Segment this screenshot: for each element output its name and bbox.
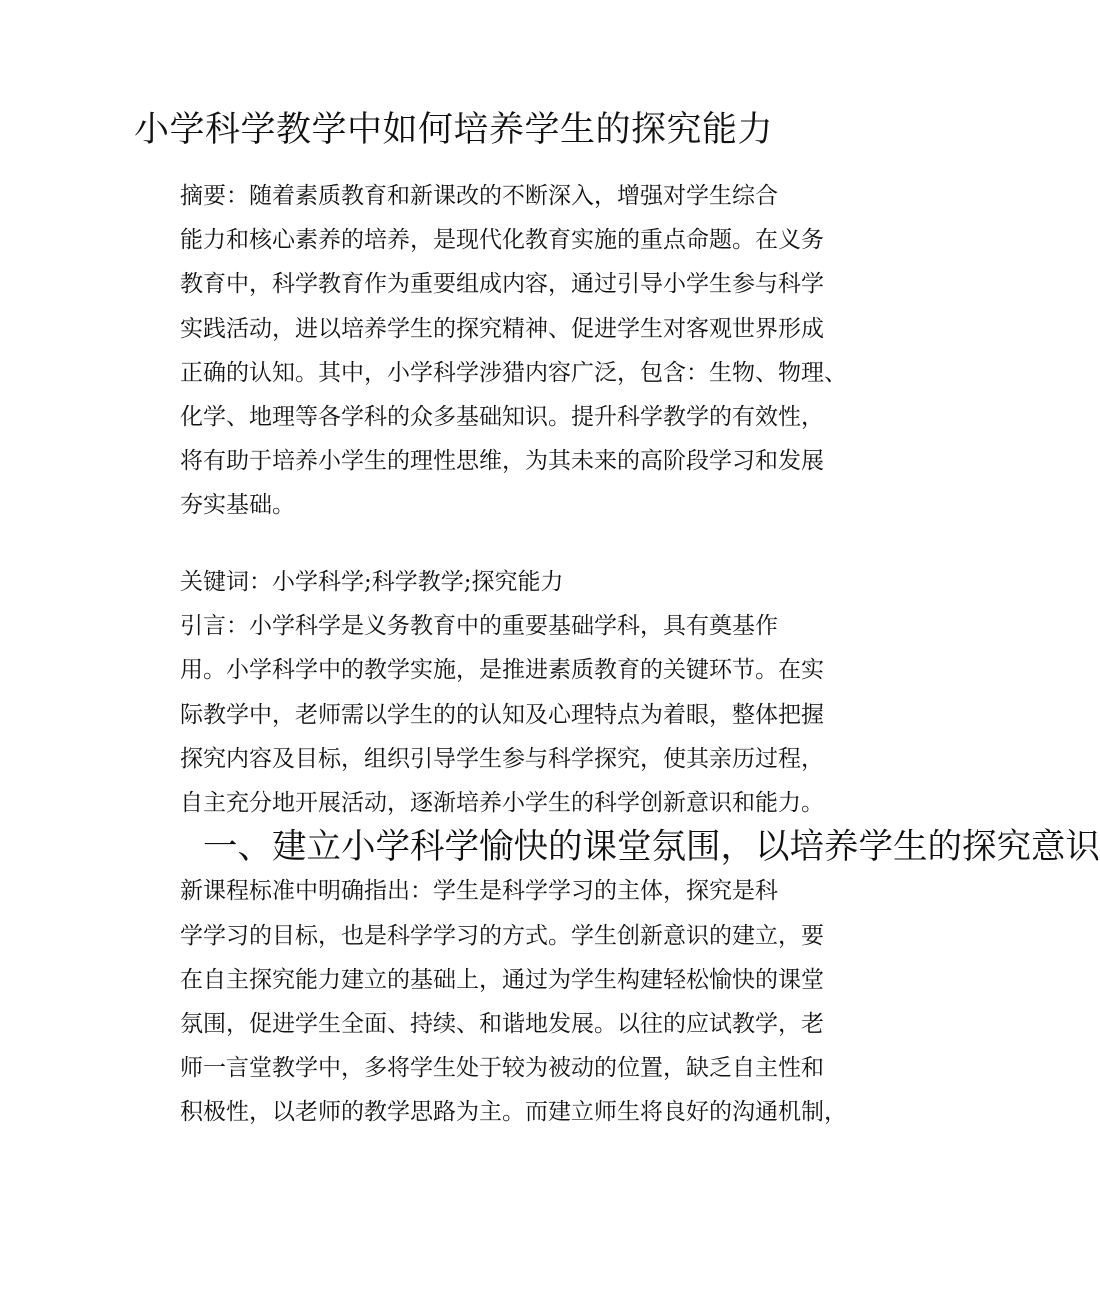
abstract-line: 能力和核心素养的培养，是现代化教育实施的重点命题。在义务	[180, 227, 824, 254]
abstract-line: 摘要：随着素质教育和新课改的不断深入，增强对学生综合	[180, 183, 778, 209]
abstract-line: 教育中，科学教育作为重要组成内容，通过引导小学生参与科学	[180, 271, 824, 298]
section-paragraph	[134, 869, 847, 1134]
section-line: 学学习的目标，也是科学学习的方式。学生创新意识的建立，要	[180, 922, 824, 949]
intro-line: 自主充分地开展活动，逐渐培养小学生的科学创新意识和能力。	[180, 790, 824, 817]
section-line: 积极性，以老师的教学思路为主。而建立师生将良好的沟通机制，	[180, 1099, 847, 1126]
keywords-line: 关键词：小学科学;科学教学;探究能力	[180, 569, 564, 595]
intro-line: 探究内容及目标，组织引导学生参与科学探究，使其亲历过程，	[180, 745, 824, 772]
document-title: 小学科学教学中如何培养学生的探究能力	[134, 110, 774, 150]
section-line: 师一言堂教学中，多将学生处于较为被动的位置，缺乏自主性和	[180, 1055, 824, 1082]
intro-paragraph	[134, 604, 824, 825]
section-line: 在自主探究能力建立的基础上，通过为学生构建轻松愉快的课堂	[180, 966, 824, 993]
abstract-line: 实践活动，进以培养学生的探究精神、促进学生对客观世界形成	[180, 315, 824, 342]
abstract-block	[134, 174, 847, 528]
section-heading: 一、建立小学科学愉快的课堂氛围，以培养学生的探究意识	[203, 827, 1100, 868]
abstract-paragraph	[134, 174, 847, 528]
intro-line: 际教学中，老师需以学生的的认知及心理特点为着眼，整体把握	[180, 701, 824, 728]
intro-line: 引言：小学科学是义务教育中的重要基础学科，具有奠基作	[180, 613, 778, 640]
intro-line: 用。小学科学中的教学实施，是推进素质教育的关键环节。在实	[180, 657, 824, 684]
section-line: 氛围，促进学生全面、持续、和谐地发展。以往的应试教学，老	[180, 1011, 824, 1038]
abstract-line: 将有助于培养小学生的理性思维，为其未来的高阶段学习和发展	[180, 448, 824, 475]
abstract-line: 正确的认知。其中，小学科学涉猎内容广泛，包含：生物、物理、	[180, 359, 847, 386]
main-body	[134, 560, 1100, 1135]
section-line: 新课程标准中明确指出：学生是科学学习的主体，探究是科	[180, 878, 778, 905]
abstract-line: 夯实基础。	[180, 492, 295, 519]
abstract-line: 化学、地理等各学科的众多基础知识。提升科学教学的有效性，	[180, 404, 824, 431]
